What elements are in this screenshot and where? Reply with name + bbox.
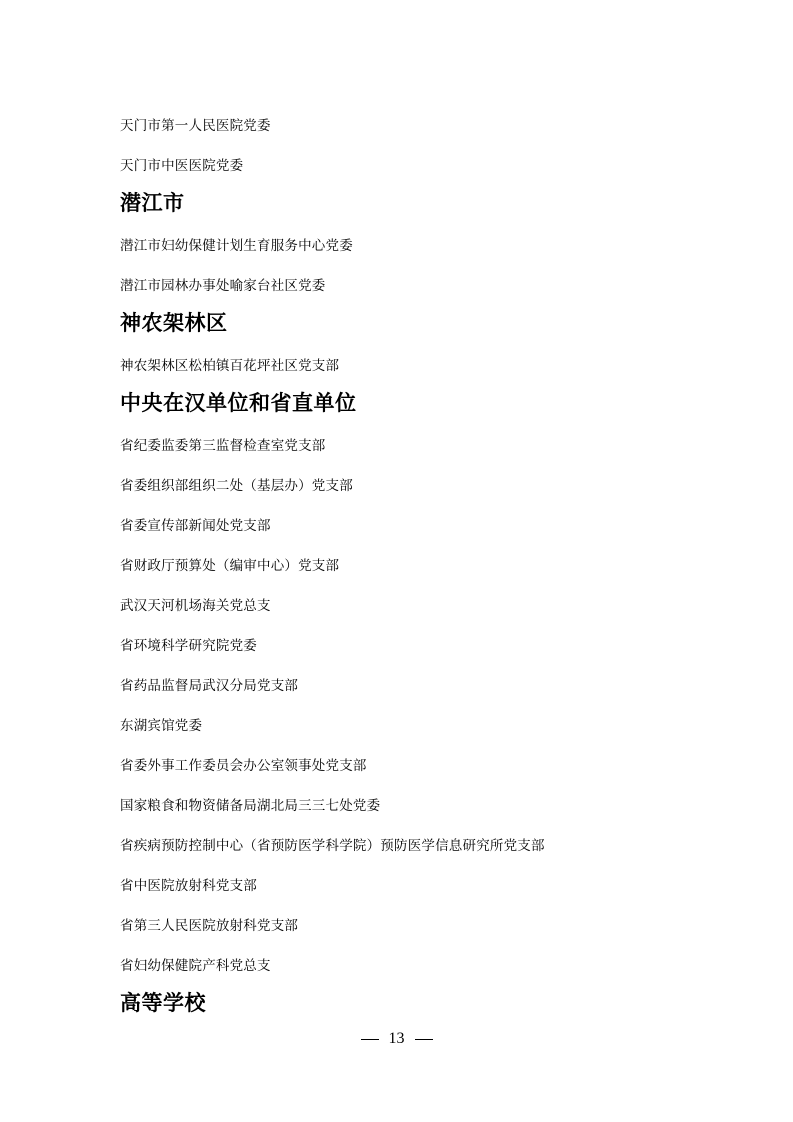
list-item: 国家粮食和物资储备局湖北局三三七处党委 (120, 798, 381, 814)
list-item: 天门市中医医院党委 (120, 158, 244, 174)
list-item: 省第三人民医院放射科党支部 (120, 918, 299, 934)
section-heading: 高等学校 (120, 991, 206, 1015)
list-item: 省中医院放射科党支部 (120, 878, 257, 894)
list-item: 省委外事工作委员会办公室领事处党支部 (120, 758, 367, 774)
page-number: 13 (388, 1030, 405, 1047)
dash-right (415, 1039, 433, 1040)
list-item: 省委组织部组织二处（基层办）党支部 (120, 478, 353, 494)
list-item: 省药品监督局武汉分局党支部 (120, 678, 299, 694)
list-item: 天门市第一人民医院党委 (120, 118, 271, 134)
list-item: 东湖宾馆党委 (120, 718, 203, 734)
list-item: 省财政厅预算处（编审中心）党支部 (120, 558, 340, 574)
page-footer (0, 1030, 793, 1048)
list-item: 省疾病预防控制中心（省预防医学科学院）预防医学信息研究所党支部 (120, 838, 545, 854)
section-heading: 神农架林区 (120, 311, 228, 335)
list-item: 省委宣传部新闻处党支部 (120, 518, 271, 534)
list-item: 潜江市园林办事处喻家台社区党委 (120, 278, 326, 294)
list-item: 潜江市妇幼保健计划生育服务中心党委 (120, 238, 353, 254)
dash-left (361, 1039, 379, 1040)
list-item: 省环境科学研究院党委 (120, 638, 257, 654)
section-heading: 潜江市 (120, 191, 185, 215)
list-item: 省妇幼保健院产科党总支 (120, 958, 271, 974)
list-item: 神农架林区松柏镇百花坪社区党支部 (120, 358, 340, 374)
list-item: 省纪委监委第三监督检查室党支部 (120, 438, 326, 454)
section-heading: 中央在汉单位和省直单位 (120, 391, 357, 415)
list-item: 武汉天河机场海关党总支 (120, 598, 271, 614)
